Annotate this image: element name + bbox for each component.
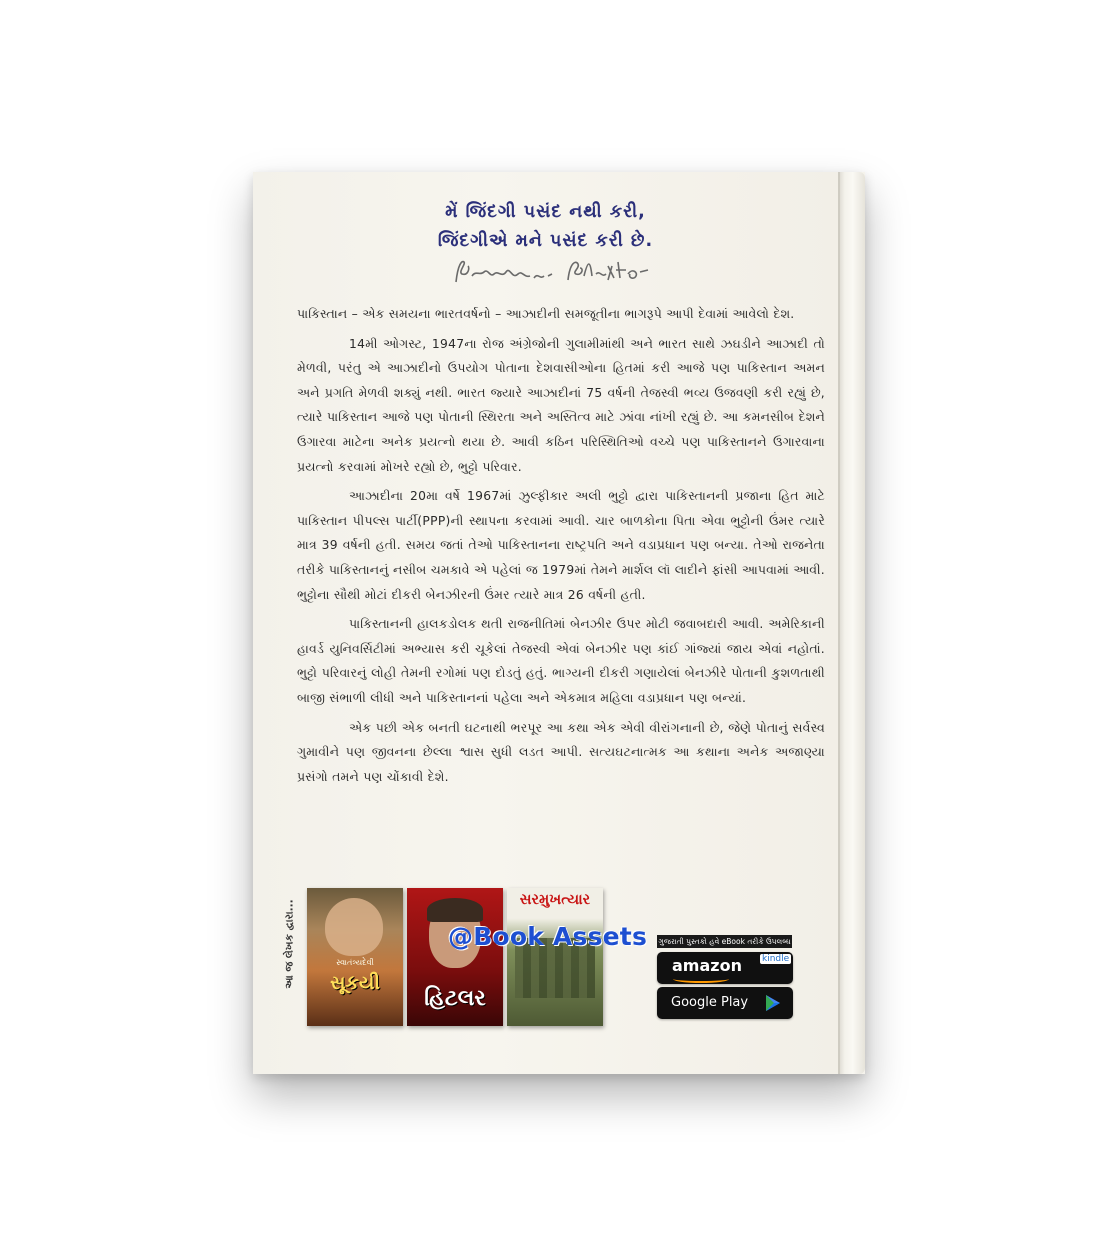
cover-panel	[253, 172, 838, 1074]
portrait-image	[325, 898, 383, 956]
book-title: સૂકયી	[330, 972, 380, 994]
book-title: સરમુખત્યાર	[519, 892, 591, 908]
spine-crease	[838, 172, 840, 1074]
synopsis-paragraph: 14મી ઓગસ્ટ, 1947ના રોજ અંગ્રેજોની ગુલામીમાંથી અને ભારત સાથે ઝઘડીને આઝાદી તો મેળવી, પરંતુ એ આઝાદીનો ઉપયોગ પોતાના દેશવાસીઓના હિતમાં કરી આજે પણ પાકિસ્તાન અમન અને પ્રગતિ મેળવી શક્યું નથી. ભારત જ્યારે આઝાદીનાં 75 વર્ષની તેજસ્વી ભવ્ય ઉજવણી કરી રહ્યું છે, ત્યારે પાકિસ્તાન આજે પણ પોતાની સ્થિરતા અને અસ્તિત્વ માટે ઝાંવા નાંખી રહ્યું છે. આ કમનસીબ દેશને ઉગારવા માટેના અનેક પ્રયત્નો થયા છે. આવી કઠિન પરિસ્થિતિઓ વચ્ચે પણ પાકિસ્તાનને ઉગારવાના પ્રયત્નો કરવામાં મોખરે રહ્યો છે, ભુટ્ટો પરિવાર.	[297, 336, 825, 474]
synopsis-paragraph: એક પછી એક બનતી ઘટનાથી ભરપૂર આ કથા એક એવી વીરાંગનાની છે, જેણે પોતાનું સર્વસ્વ ગુમાવીને પણ જીવનના છેલ્લા શ્વાસ સુધી લડત આપી. સત્યઘટનાત્મક આ કથાના અનેક અજાણ્યા પ્રસંગો તમને પણ ચોંકાવી દેશે.	[297, 720, 825, 784]
book-spine	[838, 172, 865, 1074]
synopsis-paragraph: પાકિસ્તાન – એક સમયના ભારતવર્ષનો – આઝાદીની સમજૂતીના ભાગરૂપે આપી દેવામાં આવેલો દેશ.	[297, 307, 795, 321]
amazon-kindle-badge[interactable]	[657, 952, 793, 984]
google-play-label: Google Play	[671, 995, 749, 1010]
google-play-badge[interactable]	[657, 987, 793, 1019]
book-thumbnail-suu-kyi[interactable]	[307, 888, 403, 1026]
amazon-smile-icon	[673, 975, 729, 983]
book-thumbnail-hitler[interactable]	[407, 888, 503, 1026]
signature-icon	[448, 254, 688, 290]
kindle-logo-text: kindle	[762, 954, 790, 964]
quote-line-1: મેં જિંદગી પસંદ નથી કરી,	[445, 202, 646, 222]
synopsis-text	[297, 302, 825, 794]
book-thumbnail-sarmukhtyar[interactable]	[507, 888, 603, 1026]
quote-line-2: જિંદગીએ મને પસંદ કરી છે.	[437, 231, 654, 251]
series-label-text: આ જ લેખક દ્વારા...	[283, 899, 296, 989]
synopsis-paragraph: આઝાદીના 20મા વર્ષે 1967માં ઝુલ્ફીકાર અલી ભુટ્ટો દ્વારા પાકિસ્તાનની પ્રજાના હિત માટે પાકિસ્તાન પીપલ્સ પાર્ટી(PPP)ની સ્થાપના કરવામાં આવી. ચાર બાળકોના પિતા એવા ભુટ્ટોની ઉંમર ત્યારે માત્ર 39 વર્ષની હતી. સમય જતાં તેઓ પાકિસ્તાનના રાષ્ટ્રપતિ અને વડાપ્રધાન પણ બન્યા. તેઓ રાજનેતા તરીકે પાકિસ્તાનનું નસીબ ચમકાવે એ પહેલાં જ 1979માં તેમને માર્શલ લૉ લાદીને ફાંસી આપવામાં આવી. ભુટ્ટોના સૌથી મોટાં દીકરી બેનઝીરની ઉંમર ત્યારે માત્ર 26 વર્ષની હતી.	[297, 489, 825, 602]
series-label	[283, 880, 297, 1008]
book-subtitle: સ્વાતંત્ર્યદેવી	[336, 958, 374, 967]
portrait-hair	[427, 898, 483, 922]
play-books-icon	[763, 993, 783, 1013]
book-title: હિટલર	[424, 986, 486, 1011]
synopsis-paragraph: પાકિસ્તાનની હાલકડોલક થતી રાજનીતિમાં બેનઝીર ઉપર મોટી જવાબદારી આવી. અમેરિકાની હાવર્ડ યુનિવર્સિટીમાં અભ્યાસ કરી ચૂકેલાં તેજસ્વી એવાં બેનઝીર પણ કાંઈ ગાંજ્યાં જાય એવાં નહોતાં. ભુટ્ટો પરિવારનું લોહી તેમની રગોમાં પણ દોડતું હતું. ભાગ્યની દીકરી ગણાયેલાં બેનઝીરે પોતાની કુશળતાથી બાજી સંભાળી લીધી અને પાકિસ્તાનનાં પહેલા અને એકમાત્ર મહિલા વડાપ્રધાન પણ બન્યાં.	[297, 617, 825, 705]
book-back-cover	[253, 172, 865, 1074]
watermark-text: @Book Assets	[448, 922, 648, 951]
amazon-logo-text: amazon	[672, 956, 742, 975]
ebook-availability-note: ગુજરાતી પુસ્તકો હવે eBook તરીકે ઉપલબ્ધ	[658, 937, 791, 946]
